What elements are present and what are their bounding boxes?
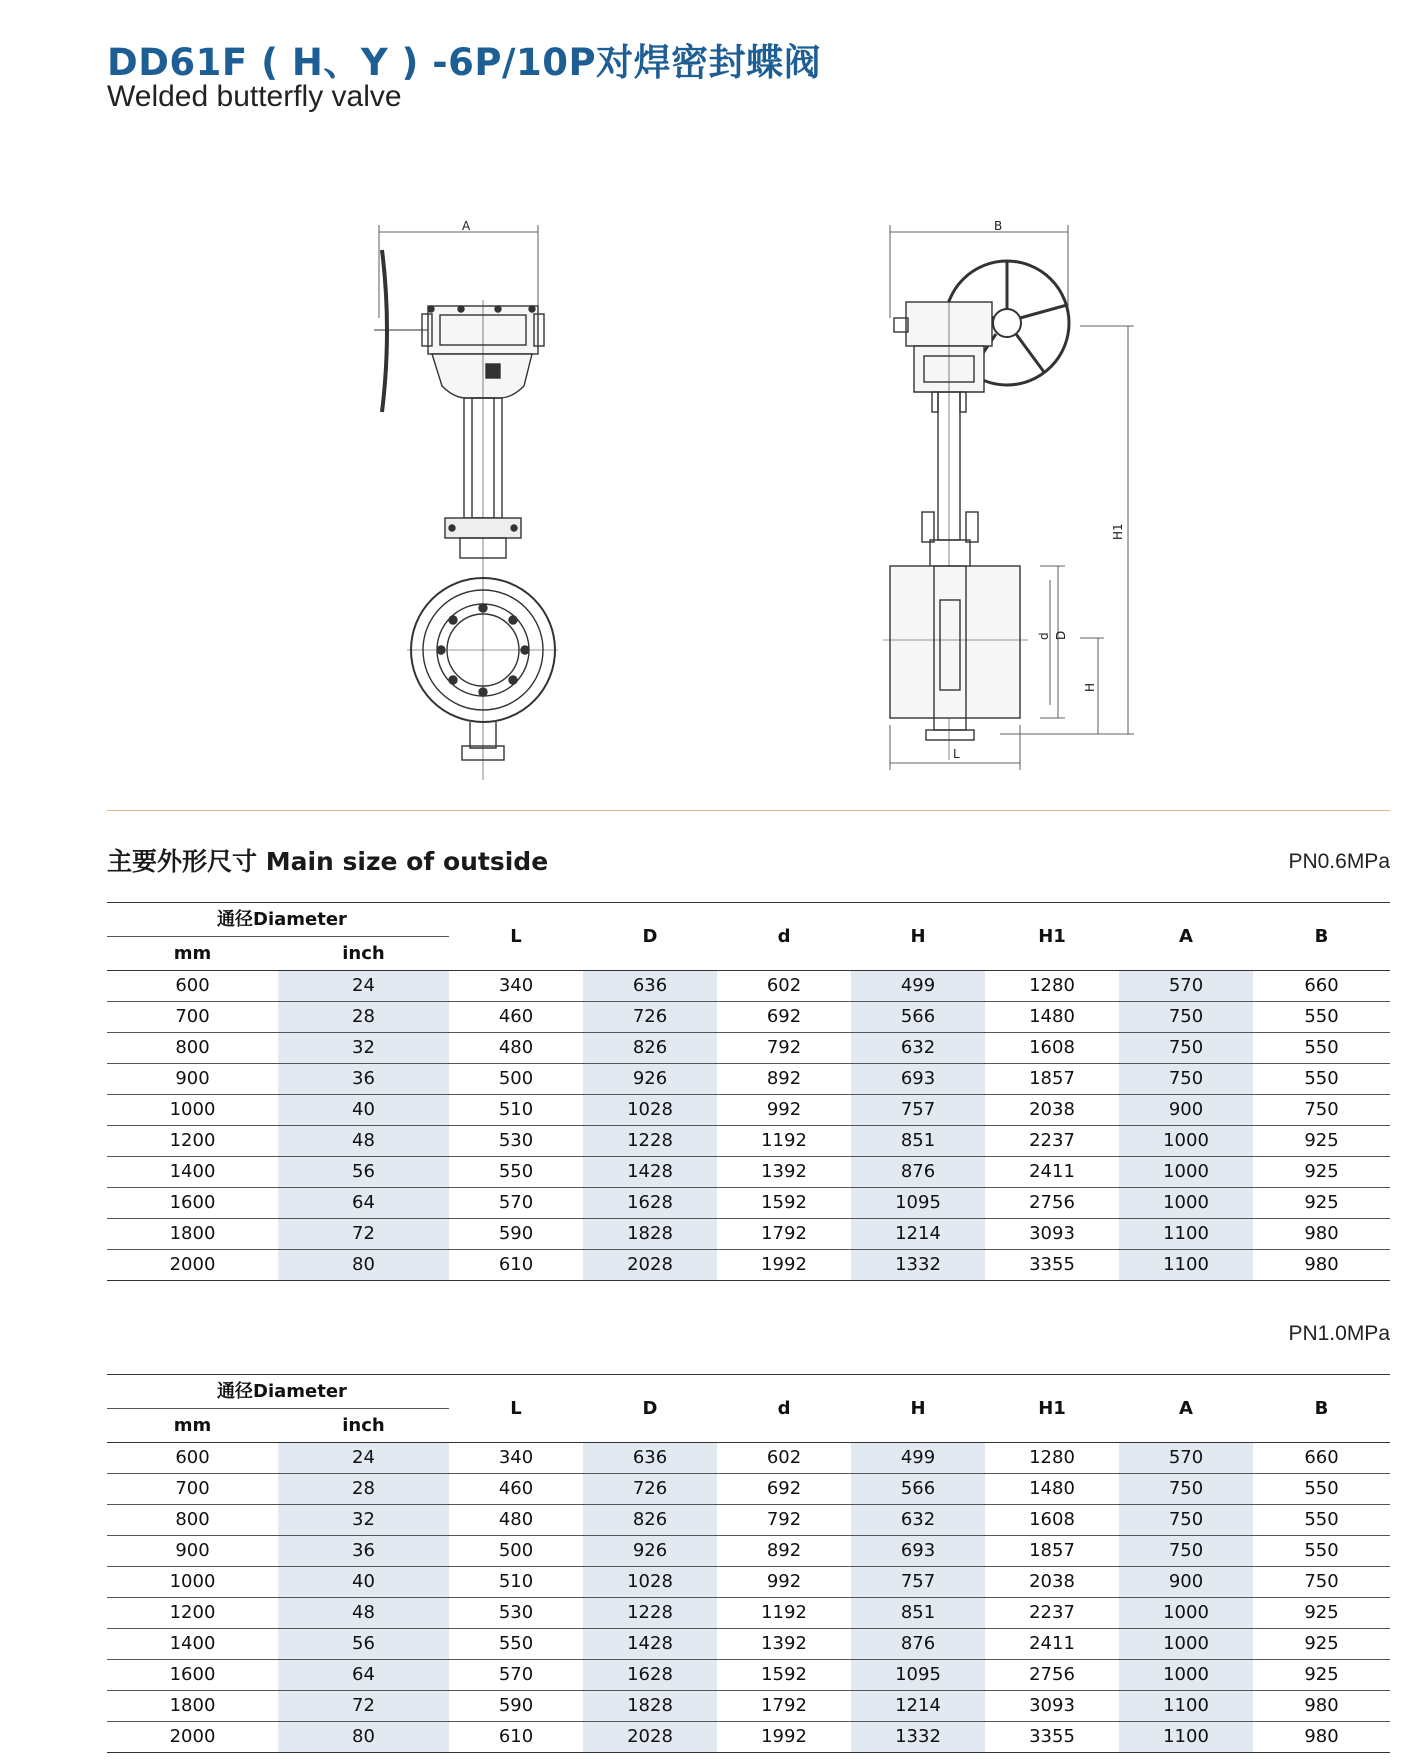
cell-l: 590 <box>449 1219 583 1250</box>
cell-inch: 28 <box>278 1474 449 1505</box>
table-row <box>107 1567 1390 1598</box>
pressure-label-1: PN0.6MPa <box>1288 850 1390 873</box>
cell-inch: 24 <box>278 1443 449 1474</box>
header-l: L <box>449 1375 583 1443</box>
cell-inch: 64 <box>278 1660 449 1691</box>
cell-a: 750 <box>1119 1536 1253 1567</box>
cell-b: 925 <box>1253 1629 1390 1660</box>
dim-label-a: A <box>462 219 471 233</box>
cell-inch: 72 <box>278 1219 449 1250</box>
cell-d-outer: 826 <box>583 1033 717 1064</box>
cell-h1: 3355 <box>985 1722 1119 1753</box>
cell-mm: 1000 <box>107 1567 278 1598</box>
header-diameter: 通径Diameter <box>107 903 449 937</box>
header-d-inner: d <box>717 903 851 971</box>
header-mm: mm <box>107 937 278 971</box>
cell-h1: 1608 <box>985 1033 1119 1064</box>
cell-h1: 1480 <box>985 1474 1119 1505</box>
cell-d-outer: 1228 <box>583 1598 717 1629</box>
pressure-label-2: PN1.0MPa <box>1288 1322 1390 1345</box>
cell-mm: 900 <box>107 1064 278 1095</box>
cell-a: 900 <box>1119 1095 1253 1126</box>
cell-b: 660 <box>1253 971 1390 1002</box>
cell-inch: 72 <box>278 1691 449 1722</box>
cell-l: 550 <box>449 1157 583 1188</box>
cell-a: 750 <box>1119 1033 1253 1064</box>
cell-l: 460 <box>449 1002 583 1033</box>
dim-label-h: H <box>1083 682 1097 692</box>
cell-inch: 36 <box>278 1536 449 1567</box>
cell-d-inner: 602 <box>717 971 851 1002</box>
cell-b: 550 <box>1253 1002 1390 1033</box>
cell-inch: 56 <box>278 1629 449 1660</box>
cell-d-outer: 1428 <box>583 1157 717 1188</box>
cell-h1: 3093 <box>985 1691 1119 1722</box>
cell-a: 1100 <box>1119 1722 1253 1753</box>
cell-a: 1100 <box>1119 1219 1253 1250</box>
cell-inch: 80 <box>278 1722 449 1753</box>
cell-mm: 600 <box>107 971 278 1002</box>
cell-mm: 900 <box>107 1536 278 1567</box>
cell-a: 570 <box>1119 1443 1253 1474</box>
header-d-outer: D <box>583 1375 717 1443</box>
table-row <box>107 1250 1390 1281</box>
cell-b: 980 <box>1253 1722 1390 1753</box>
cell-h: 1332 <box>851 1250 985 1281</box>
cell-d-inner: 1592 <box>717 1188 851 1219</box>
table-row <box>107 1064 1390 1095</box>
cell-l: 510 <box>449 1095 583 1126</box>
dim-label-d-small: d <box>1037 632 1051 640</box>
cell-mm: 1600 <box>107 1188 278 1219</box>
cell-h: 757 <box>851 1095 985 1126</box>
cell-h: 876 <box>851 1629 985 1660</box>
cell-d-inner: 1392 <box>717 1157 851 1188</box>
cell-a: 1000 <box>1119 1598 1253 1629</box>
cell-d-inner: 992 <box>717 1095 851 1126</box>
table-row <box>107 1219 1390 1250</box>
cell-h: 851 <box>851 1598 985 1629</box>
dim-label-b: B <box>994 219 1003 233</box>
cell-h: 1095 <box>851 1188 985 1219</box>
cell-l: 610 <box>449 1250 583 1281</box>
cell-h1: 3355 <box>985 1250 1119 1281</box>
cell-a: 570 <box>1119 971 1253 1002</box>
cell-b: 550 <box>1253 1536 1390 1567</box>
header-h1: H1 <box>985 1375 1119 1443</box>
cell-l: 570 <box>449 1188 583 1219</box>
cell-d-inner: 892 <box>717 1064 851 1095</box>
cell-b: 550 <box>1253 1064 1390 1095</box>
cell-b: 980 <box>1253 1250 1390 1281</box>
cell-h: 876 <box>851 1157 985 1188</box>
header-inch: inch <box>278 937 449 971</box>
cell-d-outer: 926 <box>583 1064 717 1095</box>
cell-h1: 2038 <box>985 1567 1119 1598</box>
cell-h1: 1280 <box>985 971 1119 1002</box>
cell-b: 925 <box>1253 1598 1390 1629</box>
cell-b: 925 <box>1253 1157 1390 1188</box>
cell-a: 750 <box>1119 1064 1253 1095</box>
cell-d-inner: 792 <box>717 1505 851 1536</box>
cell-l: 510 <box>449 1567 583 1598</box>
dim-label-h1: H1 <box>1111 523 1125 540</box>
cell-b: 660 <box>1253 1443 1390 1474</box>
cell-h1: 1857 <box>985 1064 1119 1095</box>
cell-d-inner: 892 <box>717 1536 851 1567</box>
cell-inch: 32 <box>278 1033 449 1064</box>
cell-a: 750 <box>1119 1505 1253 1536</box>
header-l: L <box>449 903 583 971</box>
cell-b: 550 <box>1253 1033 1390 1064</box>
table-row <box>107 1660 1390 1691</box>
cell-d-inner: 692 <box>717 1474 851 1505</box>
table-row <box>107 1629 1390 1660</box>
cell-a: 900 <box>1119 1567 1253 1598</box>
cell-d-outer: 1828 <box>583 1691 717 1722</box>
cell-b: 750 <box>1253 1567 1390 1598</box>
cell-a: 1100 <box>1119 1250 1253 1281</box>
cell-h: 757 <box>851 1567 985 1598</box>
cell-d-inner: 1192 <box>717 1598 851 1629</box>
cell-a: 750 <box>1119 1474 1253 1505</box>
cell-inch: 40 <box>278 1095 449 1126</box>
cell-d-inner: 792 <box>717 1033 851 1064</box>
table-row <box>107 1474 1390 1505</box>
table-row <box>107 971 1390 1002</box>
cell-b: 980 <box>1253 1219 1390 1250</box>
cell-a: 1000 <box>1119 1629 1253 1660</box>
cell-d-outer: 726 <box>583 1002 717 1033</box>
table-row <box>107 1157 1390 1188</box>
header-diameter: 通径Diameter <box>107 1375 449 1409</box>
cell-a: 1100 <box>1119 1691 1253 1722</box>
cell-mm: 1400 <box>107 1157 278 1188</box>
cell-mm: 700 <box>107 1002 278 1033</box>
cell-h1: 1608 <box>985 1505 1119 1536</box>
cell-a: 1000 <box>1119 1157 1253 1188</box>
cell-mm: 1200 <box>107 1126 278 1157</box>
cell-l: 530 <box>449 1126 583 1157</box>
header-b: B <box>1253 1375 1390 1443</box>
header-inch: inch <box>278 1409 449 1443</box>
cell-l: 590 <box>449 1691 583 1722</box>
cell-l: 340 <box>449 1443 583 1474</box>
cell-l: 530 <box>449 1598 583 1629</box>
cell-h: 1214 <box>851 1219 985 1250</box>
cell-d-outer: 1228 <box>583 1126 717 1157</box>
table-row <box>107 1536 1390 1567</box>
cell-d-outer: 2028 <box>583 1722 717 1753</box>
cell-inch: 24 <box>278 971 449 1002</box>
cell-h: 499 <box>851 1443 985 1474</box>
cell-h: 693 <box>851 1536 985 1567</box>
header-a: A <box>1119 1375 1253 1443</box>
table-row <box>107 1443 1390 1474</box>
cell-l: 480 <box>449 1033 583 1064</box>
cell-h1: 1857 <box>985 1536 1119 1567</box>
valve-drawing <box>0 200 1415 780</box>
cell-b: 980 <box>1253 1691 1390 1722</box>
cell-h1: 3093 <box>985 1219 1119 1250</box>
cell-h1: 1480 <box>985 1002 1119 1033</box>
cell-d-outer: 1628 <box>583 1660 717 1691</box>
cell-d-outer: 926 <box>583 1536 717 1567</box>
cell-mm: 1800 <box>107 1691 278 1722</box>
section-title: 主要外形尺寸 Main size of outside <box>107 847 549 876</box>
table-row <box>107 1505 1390 1536</box>
cell-d-outer: 1428 <box>583 1629 717 1660</box>
cell-h: 1214 <box>851 1691 985 1722</box>
cell-l: 460 <box>449 1474 583 1505</box>
cell-b: 925 <box>1253 1126 1390 1157</box>
cell-l: 500 <box>449 1536 583 1567</box>
cell-h1: 2411 <box>985 1157 1119 1188</box>
cell-d-inner: 1392 <box>717 1629 851 1660</box>
dim-label-d-large: D <box>1054 630 1068 640</box>
page-subtitle: Welded butterfly valve <box>107 80 402 113</box>
cell-inch: 48 <box>278 1598 449 1629</box>
table-row <box>107 1598 1390 1629</box>
cell-mm: 1800 <box>107 1219 278 1250</box>
cell-d-outer: 1028 <box>583 1095 717 1126</box>
cell-h1: 2038 <box>985 1095 1119 1126</box>
cell-d-outer: 636 <box>583 1443 717 1474</box>
cell-a: 1000 <box>1119 1660 1253 1691</box>
header-mm: mm <box>107 1409 278 1443</box>
cell-h: 1332 <box>851 1722 985 1753</box>
cell-b: 925 <box>1253 1188 1390 1219</box>
cell-d-inner: 1792 <box>717 1219 851 1250</box>
cell-h: 566 <box>851 1002 985 1033</box>
table-row <box>107 1691 1390 1722</box>
cell-l: 610 <box>449 1722 583 1753</box>
cell-inch: 48 <box>278 1126 449 1157</box>
cell-inch: 64 <box>278 1188 449 1219</box>
header-h1: H1 <box>985 903 1119 971</box>
cell-d-inner: 602 <box>717 1443 851 1474</box>
cell-inch: 80 <box>278 1250 449 1281</box>
table-row <box>107 1188 1390 1219</box>
header-h: H <box>851 1375 985 1443</box>
cell-h1: 2756 <box>985 1660 1119 1691</box>
cell-mm: 1400 <box>107 1629 278 1660</box>
cell-mm: 800 <box>107 1033 278 1064</box>
cell-b: 750 <box>1253 1095 1390 1126</box>
header-d-inner: d <box>717 1375 851 1443</box>
cell-h: 851 <box>851 1126 985 1157</box>
dimension-table-pn10 <box>107 1374 1390 1753</box>
cell-h: 632 <box>851 1033 985 1064</box>
table-row <box>107 1033 1390 1064</box>
cell-h1: 1280 <box>985 1443 1119 1474</box>
cell-b: 925 <box>1253 1660 1390 1691</box>
table-row <box>107 1126 1390 1157</box>
cell-d-inner: 992 <box>717 1567 851 1598</box>
cell-h1: 2756 <box>985 1188 1119 1219</box>
cell-d-outer: 1828 <box>583 1219 717 1250</box>
cell-l: 550 <box>449 1629 583 1660</box>
cell-l: 340 <box>449 971 583 1002</box>
cell-mm: 700 <box>107 1474 278 1505</box>
cell-d-outer: 726 <box>583 1474 717 1505</box>
cell-d-inner: 692 <box>717 1002 851 1033</box>
cell-mm: 1600 <box>107 1660 278 1691</box>
table-row <box>107 1095 1390 1126</box>
cell-h: 632 <box>851 1505 985 1536</box>
page-title: DD61F ( H、Y ) -6P/10P对焊密封蝶阀 <box>107 41 822 84</box>
header-d-outer: D <box>583 903 717 971</box>
cell-mm: 1200 <box>107 1598 278 1629</box>
cell-d-inner: 1992 <box>717 1722 851 1753</box>
cell-b: 550 <box>1253 1505 1390 1536</box>
cell-mm: 2000 <box>107 1250 278 1281</box>
cell-inch: 28 <box>278 1002 449 1033</box>
cell-l: 570 <box>449 1660 583 1691</box>
cell-inch: 32 <box>278 1505 449 1536</box>
cell-l: 500 <box>449 1064 583 1095</box>
cell-a: 1000 <box>1119 1126 1253 1157</box>
cell-mm: 800 <box>107 1505 278 1536</box>
cell-inch: 56 <box>278 1157 449 1188</box>
header-a: A <box>1119 903 1253 971</box>
cell-d-inner: 1792 <box>717 1691 851 1722</box>
cell-d-outer: 826 <box>583 1505 717 1536</box>
cell-inch: 40 <box>278 1567 449 1598</box>
cell-d-inner: 1192 <box>717 1126 851 1157</box>
cell-a: 1000 <box>1119 1188 1253 1219</box>
cell-d-outer: 636 <box>583 971 717 1002</box>
cell-l: 480 <box>449 1505 583 1536</box>
cell-mm: 1000 <box>107 1095 278 1126</box>
cell-h1: 2237 <box>985 1598 1119 1629</box>
dimension-table-pn06 <box>107 902 1390 1281</box>
cell-inch: 36 <box>278 1064 449 1095</box>
table-row <box>107 1002 1390 1033</box>
cell-d-inner: 1592 <box>717 1660 851 1691</box>
cell-a: 750 <box>1119 1002 1253 1033</box>
cell-b: 550 <box>1253 1474 1390 1505</box>
cell-h1: 2411 <box>985 1629 1119 1660</box>
cell-mm: 600 <box>107 1443 278 1474</box>
cell-d-outer: 1028 <box>583 1567 717 1598</box>
cell-mm: 2000 <box>107 1722 278 1753</box>
dim-label-l: L <box>953 747 960 761</box>
cell-h: 1095 <box>851 1660 985 1691</box>
cell-h1: 2237 <box>985 1126 1119 1157</box>
cell-h: 693 <box>851 1064 985 1095</box>
cell-d-inner: 1992 <box>717 1250 851 1281</box>
cell-h: 566 <box>851 1474 985 1505</box>
header-h: H <box>851 903 985 971</box>
header-b: B <box>1253 903 1390 971</box>
cell-d-outer: 1628 <box>583 1188 717 1219</box>
table-row <box>107 1722 1390 1753</box>
cell-h: 499 <box>851 971 985 1002</box>
section-divider <box>107 810 1390 811</box>
cell-d-outer: 2028 <box>583 1250 717 1281</box>
